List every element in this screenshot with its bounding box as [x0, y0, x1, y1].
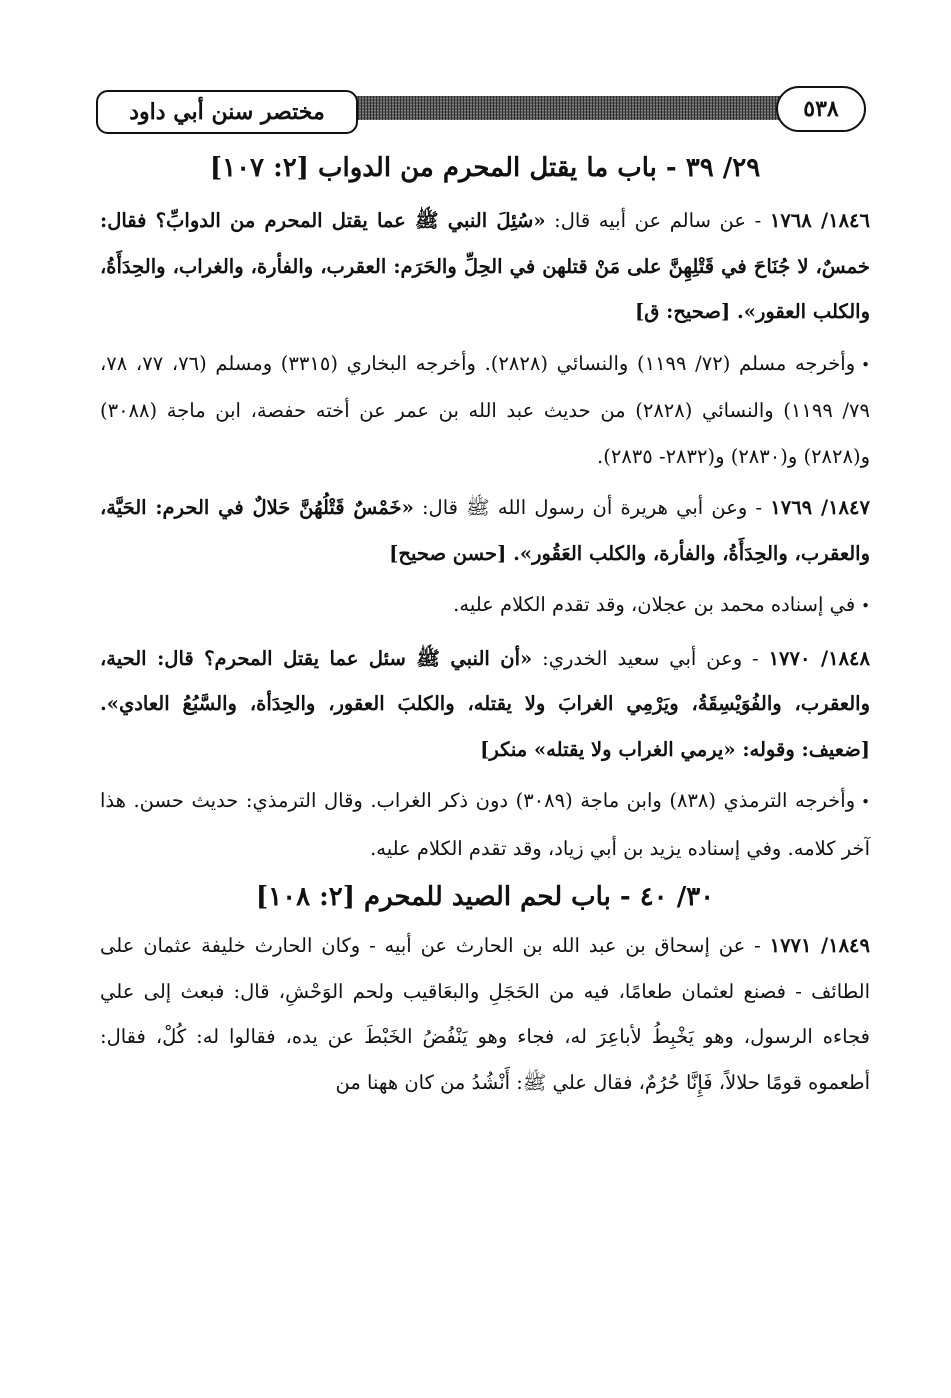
bullet-icon: • — [861, 597, 870, 615]
hadith-number: ١٨٤٦/ ١٧٦٨ — [769, 209, 870, 232]
header-decorative-band — [352, 96, 802, 120]
chapter-heading: ٣٠/ ٤٠ - باب لحم الصيد للمحرم [٢: ١٠٨] — [255, 882, 715, 912]
book-title: مختصر سنن أبي داود — [96, 90, 358, 134]
chapter-heading: ٢٩/ ٣٩ - باب ما يقتل المحرم من الدواب [٢: ١٠٧] — [209, 153, 761, 183]
note-text: في إسناده محمد بن عجلان، وقد تقدم الكلام عليه. — [453, 593, 856, 616]
hadith-grade: . [حسن صحيح] — [389, 541, 520, 565]
hadith-grade: . [ضعيف: وقوله: «يرمي الغراب ولا يقتله» منكر] — [100, 692, 870, 761]
bullet-icon: • — [861, 355, 870, 374]
commentary-note — [100, 582, 870, 630]
page-number: ٥٣٨ — [776, 86, 866, 132]
hadith-paragraph — [100, 198, 870, 335]
note-text: وأخرجه مسلم (٧٢/ ١١٩٩) والنسائي (٢٨٢٨). وأخرجه البخاري (٣٣١٥) ومسلم (٧٦، ٧٧، ٧٨، ٧٩/ ١١٩٩) والنسائي (٢٨٢٨) من حديث عبد الله بن عمر عن أخته حفصة، ابن ماجة (٣٠٨٨) و(٢٨٢٨) و(٢٨٣٠) و(٢٨٣٢- ٢٨٣٥). — [100, 351, 870, 468]
hadith-isnad: - وعن أبي هريرة أن رسول الله ﷺ قال: — [413, 496, 771, 519]
commentary-note — [100, 778, 870, 871]
hadith-grade: . [صحيح: ق] — [634, 300, 744, 323]
hadith-isnad: - وعن أبي سعيد الخدري: — [532, 646, 769, 670]
hadith-number: ١٨٤٨/ ١٧٧٠ — [768, 646, 870, 670]
hadith-matn: «أن النبي ﷺ سئل عما يقتل المحرم؟ قال: الحية، والعقرب، والفُوَيْسِقَةُ، ويَرْمِي الغرابَ ولا يقتله، والكلبَ العقور، والحِدَأة، والسَّبُعُ العادي» — [100, 646, 870, 715]
hadith-matn: «خَمْسٌ قَتْلُهُنَّ حَلالٌ في الحرم: الحَيَّة، والعقرب، والحِدَأَةُ، والفأرة، والكلب العَقُور» — [100, 496, 870, 565]
note-text: وأخرجه الترمذي (٨٣٨) وابن ماجة (٣٠٨٩) دون ذكر الغراب. وقال الترمذي: حديث حسن. هذا آخر كلامه. وفي إسناده يزيد بن أبي زياد، وقد تقدم الكلام عليه. — [100, 789, 870, 860]
bullet-icon: • — [861, 793, 871, 811]
commentary-note — [100, 341, 870, 480]
hadith-isnad: - عن سالم عن أبيه قال: — [545, 209, 770, 232]
hadith-number: ١٨٤٧/ ١٧٦٩ — [770, 496, 870, 519]
hadith-number: ١٨٤٩/ ١٧٧١ — [769, 934, 870, 957]
hadith-paragraph — [100, 636, 870, 773]
page-header — [96, 86, 866, 144]
hadith-matn: «سُئِلَ النبي ﷺ عما يقتل المحرم من الدوابِّ؟ فقال: خمسٌ، لا جُنَاحَ في قَتْلِهِنَّ على مَنْ قتلهن في الحِلِّ والحَرَم: العقرب، والفأرة، والغراب، والحِدَأَةُ، والكلب العقور» — [100, 209, 870, 323]
hadith-paragraph — [100, 485, 870, 576]
hadith-isnad: - عن إسحاق بن عبد الله بن الحارث عن أبيه - وكان الحارث خليفة عثمان على الطائف - فصنع لعثمان طعامًا، فيه من الحَجَلِ والبعَاقيب ولحم الوَحْشِ، قال: فبعث إلى علي فجاءه الرسول، وهو يَخْبِطُ لأباعِرَ له، فجاء وهو يَنْفُضُ الخَبْطَ عن يده، فقالوا له: كُلْ، فقال: أطعموه قومًا حلالاً، فَإِنَّا حُرُمٌ، فقال علي ﷺ: أَنْشُدُ من كان ههنا من — [100, 934, 870, 1094]
page-content — [100, 148, 870, 1111]
hadith-paragraph — [100, 923, 870, 1105]
